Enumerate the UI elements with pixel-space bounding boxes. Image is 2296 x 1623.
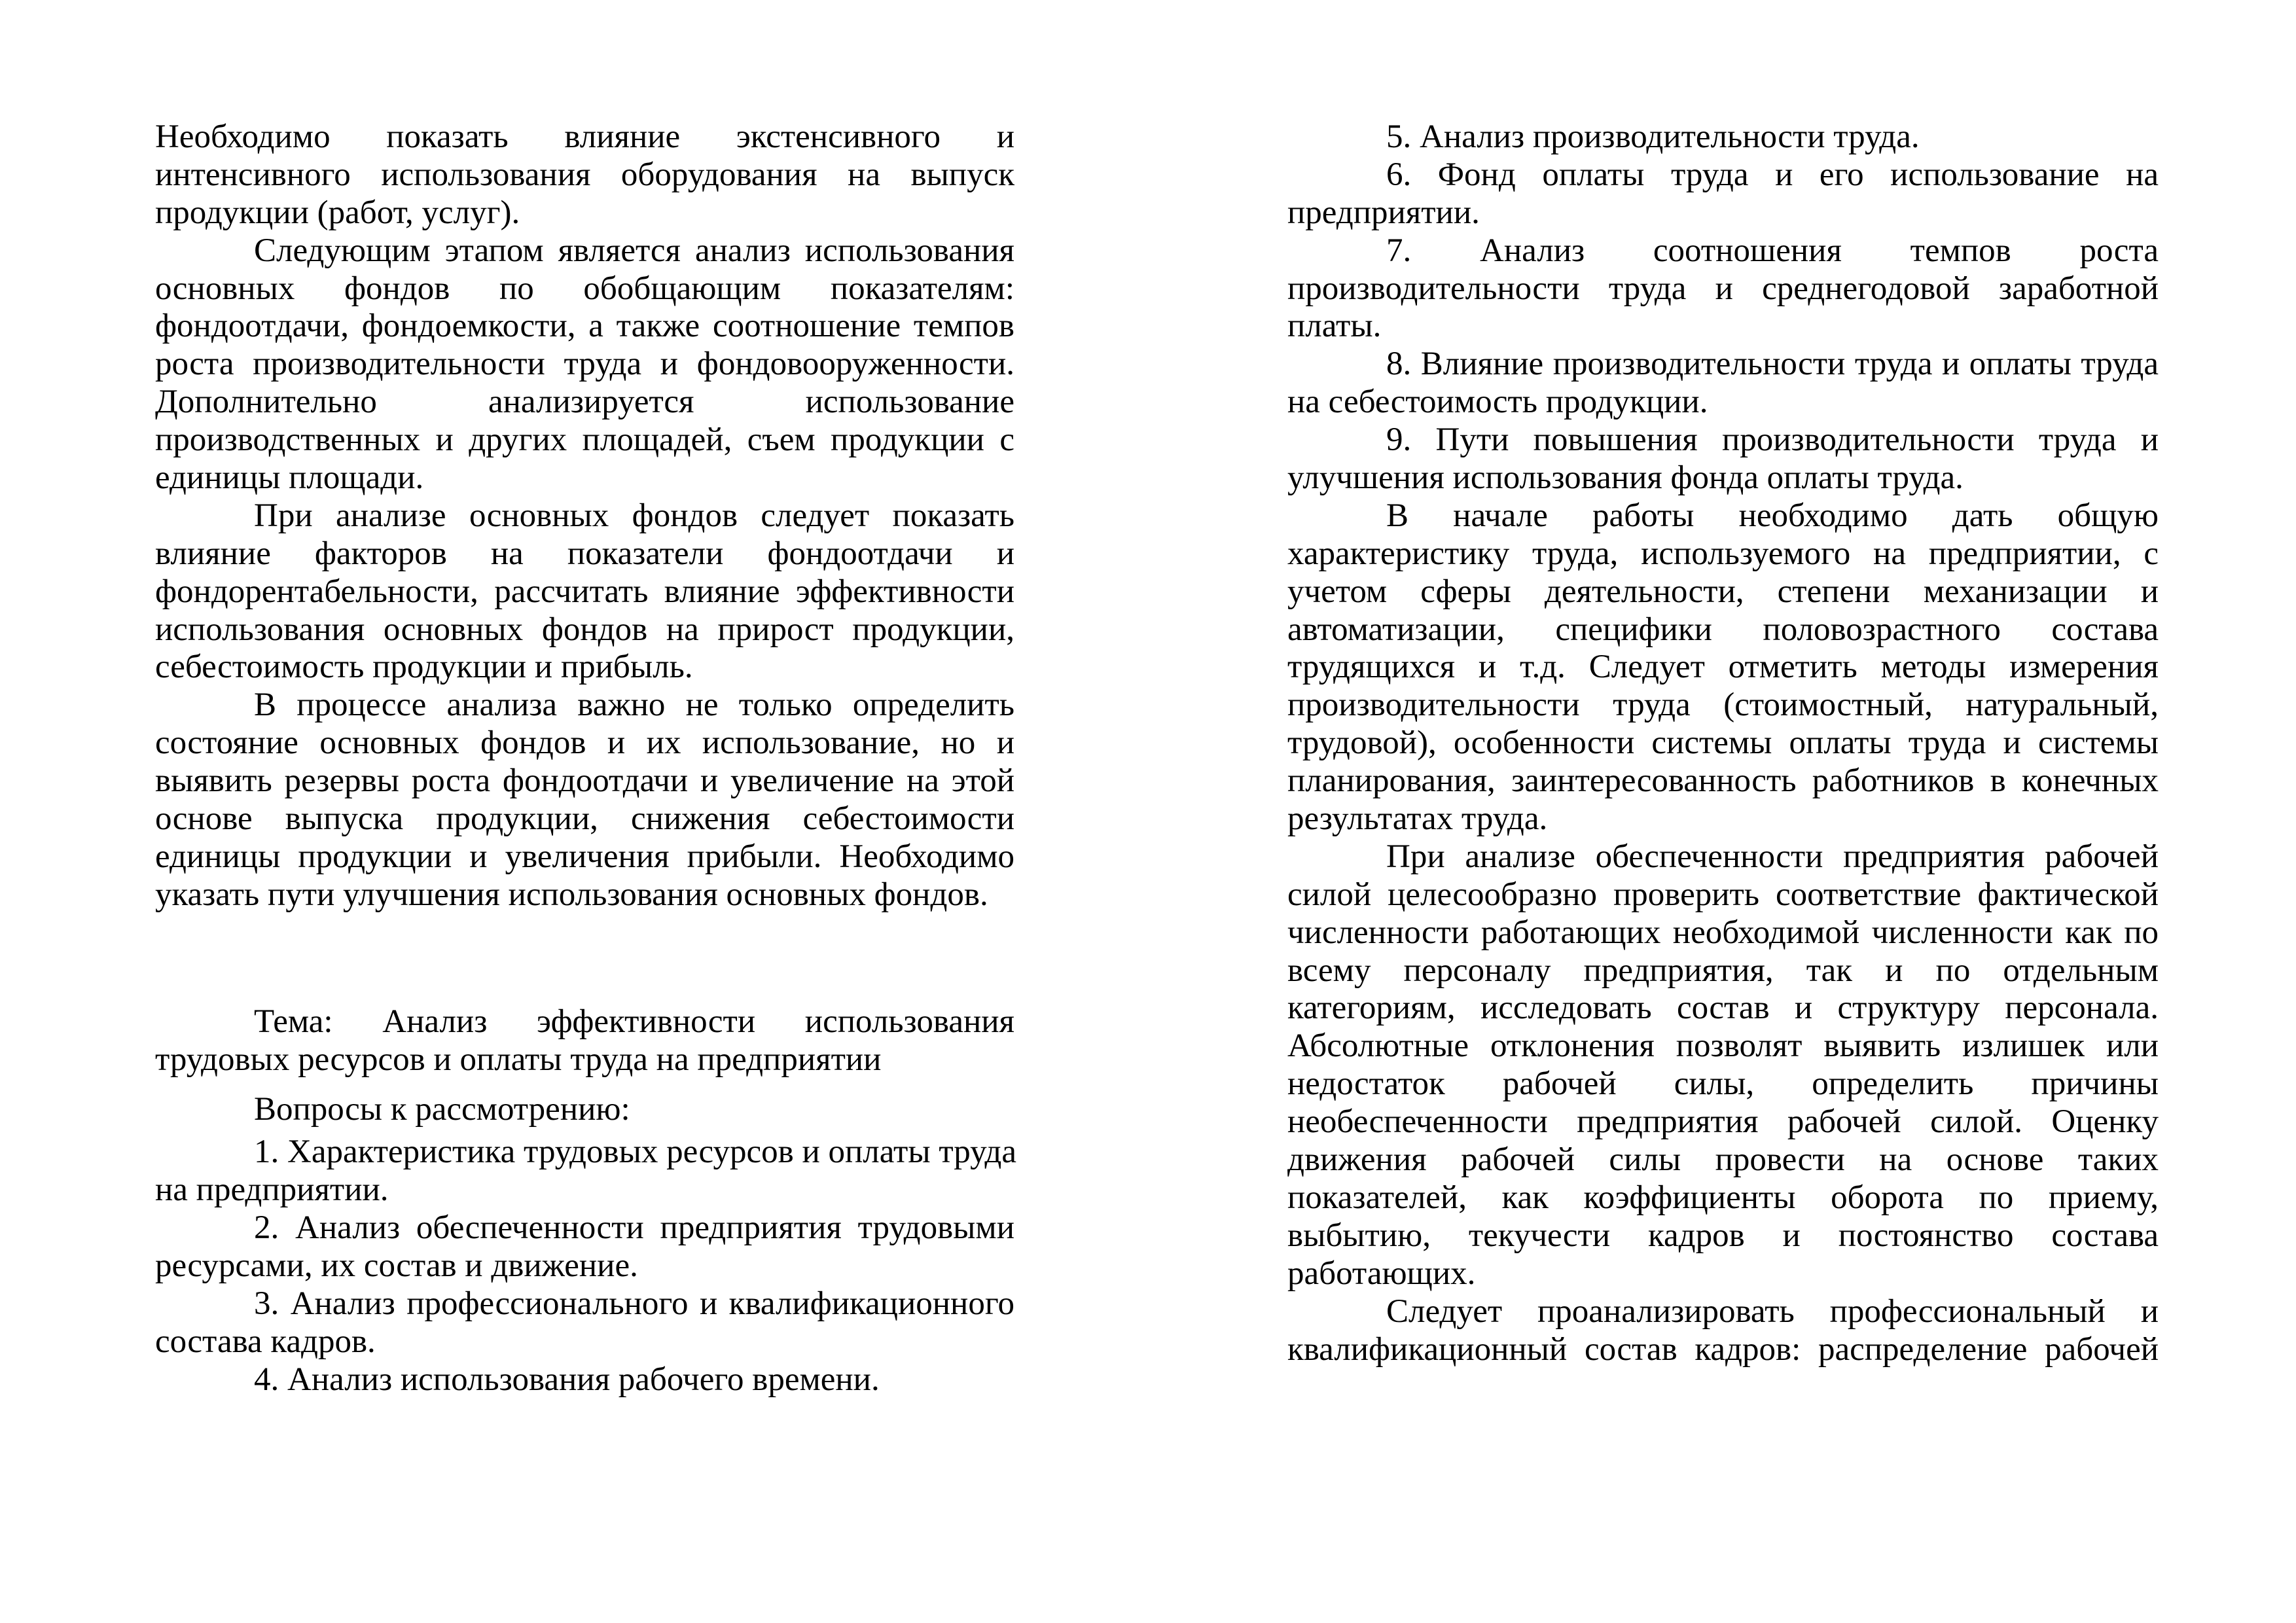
text-line: 1. Характеристика трудовых ресурсов и оплаты труда	[254, 1133, 1016, 1171]
paragraph	[155, 687, 1014, 914]
text-line: фондорентабельности, рассчитать влияние эффективности	[155, 573, 1014, 610]
text-line: автоматизации, специфики половозрастного состава	[1287, 611, 2159, 648]
text-line: результатах труда.	[1287, 800, 1548, 838]
text-line: учетом сферы деятельности, степени механизации и	[1287, 573, 2159, 610]
text-line: показателей, как коэффициенты оборота по приему,	[1287, 1179, 2159, 1216]
paragraph	[155, 1091, 1014, 1129]
text-line: Вопросы к рассмотрению:	[254, 1091, 630, 1128]
text-line: основе выпуска продукции, снижения себестоимости	[155, 800, 1014, 838]
text-line: недостаток рабочей силы, определить причины	[1287, 1065, 2159, 1103]
paragraph	[1287, 1293, 2159, 1369]
right-page-column	[1287, 118, 2159, 1368]
text-line: производственных и других площадей, съем продукции с	[155, 421, 1014, 459]
paragraph	[1287, 118, 2159, 156]
text-line: В начале работы необходимо дать общую	[1386, 497, 2159, 534]
text-line: силой целесообразно проверить соответствие фактической	[1287, 876, 2159, 913]
paragraph	[155, 1361, 1014, 1399]
text-line: При анализе обеспеченности предприятия рабочей	[1386, 838, 2159, 875]
text-line: указать пути улучшения использования основных фондов.	[155, 876, 988, 913]
text-line: 7. Анализ соотношения темпов роста	[1386, 232, 2159, 269]
text-line: 9. Пути повышения производительности труда и	[1386, 421, 2159, 459]
paragraph	[155, 232, 1014, 497]
text-line: влияние факторов на показатели фондоотдачи и	[155, 535, 1014, 572]
text-line: В процессе анализа важно не только определить	[254, 687, 1014, 724]
text-line: состава кадров.	[155, 1323, 376, 1360]
left-page-column	[155, 118, 1014, 1399]
text-line: единицы площади.	[155, 459, 424, 497]
text-line: характеристику труда, используемого на предприятии, с	[1287, 535, 2159, 572]
paragraph	[155, 1285, 1014, 1361]
text-line: на себестоимость продукции.	[1287, 383, 1708, 421]
text-line: выявить резервы роста фондоотдачи и увеличение на этой	[155, 762, 1014, 800]
text-line: 4. Анализ использования рабочего времени.	[254, 1361, 880, 1398]
text-line: роста производительности труда и фондовооруженности.	[155, 346, 1014, 383]
text-line: основных фондов по обобщающим показателям:	[155, 270, 1014, 307]
text-line: Следующим этапом является анализ использования	[254, 232, 1014, 269]
paragraph	[1287, 497, 2159, 838]
paragraph	[1287, 346, 2159, 421]
text-line: трудовой), особенности системы оплаты труда и системы	[1287, 724, 2159, 762]
text-line: работающих.	[1287, 1255, 1476, 1292]
paragraph	[1287, 232, 2159, 346]
text-line: категориям, исследовать состав и структуру персонала.	[1287, 990, 2159, 1027]
text-line: 5. Анализ производительности труда.	[1386, 118, 1920, 155]
text-line: производительности труда и среднегодовой заработной	[1287, 270, 2159, 307]
text-line: Необходимо показать влияние экстенсивного и	[155, 118, 1014, 155]
text-line: на предприятии.	[155, 1171, 389, 1209]
text-line: предприятии.	[1287, 194, 1480, 231]
paragraph	[155, 497, 1014, 687]
text-line: Дополнительно анализируется использование	[155, 383, 1014, 421]
text-line: Тема: Анализ эффективности использования	[254, 1003, 1014, 1040]
paragraph	[1287, 838, 2159, 1293]
text-line: 6. Фонд оплаты труда и его использование на	[1386, 156, 2159, 193]
paragraph	[155, 1133, 1014, 1209]
text-line: выбытию, текучести кадров и постоянство состава	[1287, 1217, 2159, 1254]
text-line: состояние основных фондов и их использование, но и	[155, 724, 1014, 762]
text-line: себестоимость продукции и прибыль.	[155, 649, 693, 686]
text-line: движения рабочей силы провести на основе таких	[1287, 1141, 2159, 1179]
text-line: единицы продукции и увеличения прибыли. Необходимо	[155, 838, 1014, 875]
text-line: Следует проанализировать профессиональный и	[1386, 1293, 2159, 1330]
text-line: 8. Влияние производительности труда и оплаты труда	[1386, 346, 2159, 383]
text-line: Абсолютные отклонения позволят выявить излишек или	[1287, 1027, 2159, 1065]
text-line: численности работающих необходимой численности как по	[1287, 914, 2159, 951]
text-line: квалификационный состав кадров: распределение рабочей	[1287, 1330, 2159, 1368]
text-line: 2. Анализ обеспеченности предприятия трудовыми	[254, 1209, 1014, 1247]
paragraph	[155, 1209, 1014, 1285]
paragraph	[155, 118, 1014, 232]
paragraph	[1287, 156, 2159, 232]
text-line: 3. Анализ профессионального и квалификационного	[254, 1285, 1014, 1322]
text-line: трудовых ресурсов и оплаты труда на предприятии	[155, 1041, 882, 1078]
text-line: При анализе основных фондов следует показать	[254, 497, 1014, 534]
text-line: улучшения использования фонда оплаты труда.	[1287, 459, 1964, 497]
text-line: платы.	[1287, 308, 1382, 345]
paragraph	[1287, 421, 2159, 497]
text-line: использования основных фондов на прирост продукции,	[155, 611, 1014, 648]
text-line: трудящихся и т.д. Следует отметить методы измерения	[1287, 649, 2159, 686]
text-line: планирования, заинтересованность работников в конечных	[1287, 762, 2159, 800]
text-line: продукции (работ, услуг).	[155, 194, 520, 231]
paragraph	[155, 1003, 1014, 1079]
text-line: интенсивного использования оборудования на выпуск	[155, 156, 1014, 193]
text-line: производительности труда (стоимостный, натуральный,	[1287, 687, 2159, 724]
text-line: всему персоналу предприятия, так и по отдельным	[1287, 952, 2159, 989]
text-line: ресурсами, их состав и движение.	[155, 1247, 638, 1285]
text-line: необеспеченности предприятия рабочей силой. Оценку	[1287, 1103, 2159, 1141]
text-line: фондоотдачи, фондоемкости, а также соотношение темпов	[155, 308, 1014, 345]
